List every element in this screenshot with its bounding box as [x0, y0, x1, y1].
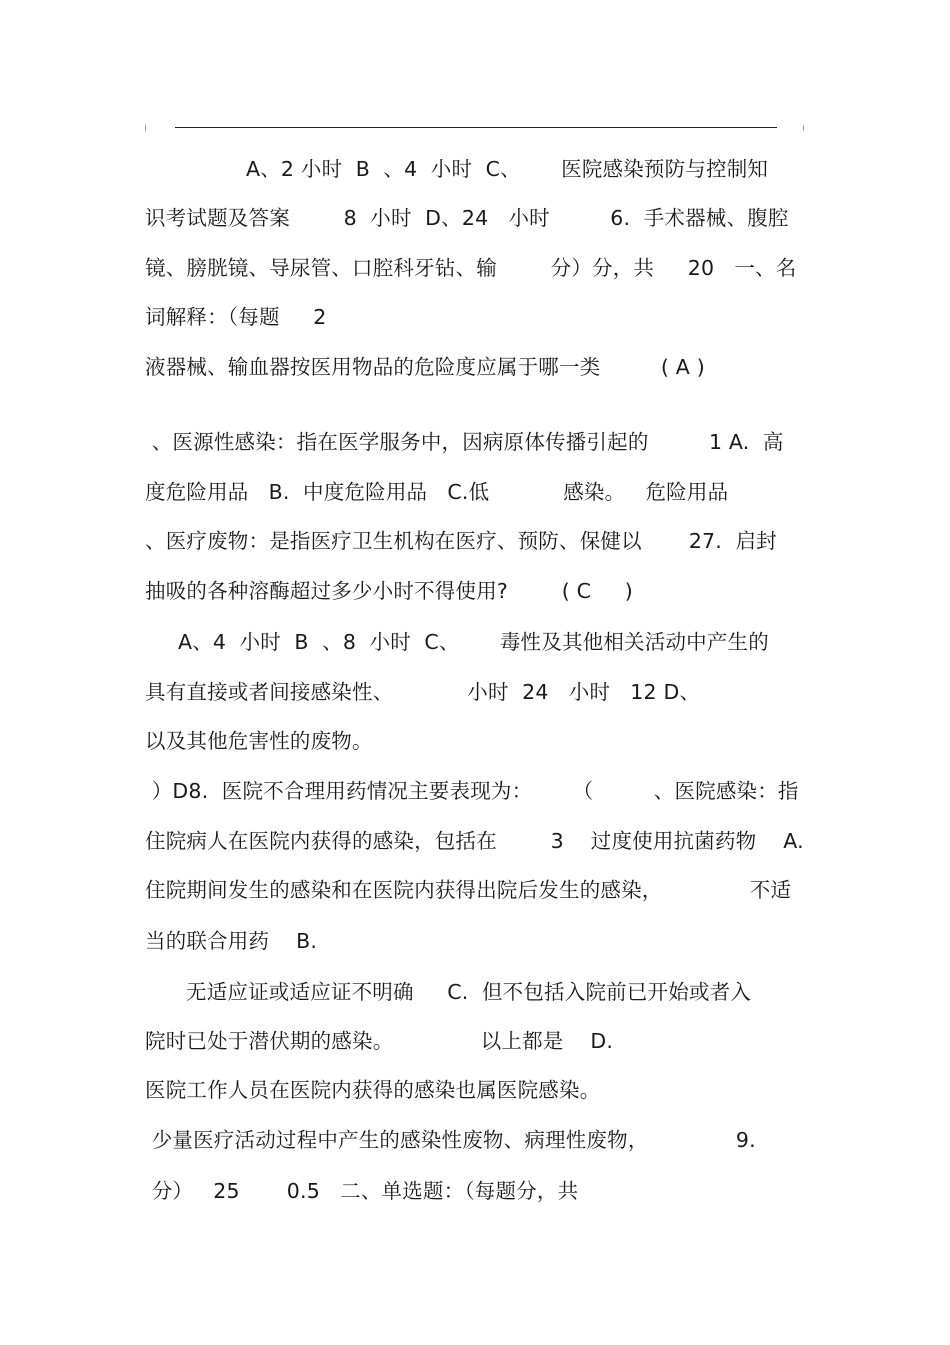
text-line-9: 抽吸的各种溶酶超过多少小时不得使用? ( C ) [145, 579, 633, 603]
text-line-10: A、4 小时 B 、8 小时 C、 毒性及其他相关活动中产生的 [178, 630, 769, 654]
text-line-4: 词解释：（每题 2 [145, 305, 327, 329]
text-line-1: A、2 小时 B 、4 小时 C、 医院感染预防与控制知 [246, 157, 769, 181]
page-corner-mark-right [803, 125, 804, 131]
text-line-13: ）D8. 医院不合理用药情况主要表现为： （ 、医院感染：指 [145, 779, 799, 803]
text-line-12: 以及其他危害性的废物。 [145, 729, 373, 753]
text-line-17: 无适应证或适应证不明确 C. 但不包括入院前已开始或者入 [186, 980, 752, 1004]
page-corner-mark-left [145, 125, 146, 131]
text-line-7: 度危险用品 B. 中度危险用品 C.低 感染。 危险用品 [145, 480, 729, 504]
text-line-11: 具有直接或者间接感染性、 小时 24 小时 12 D、 [145, 680, 701, 704]
text-line-16: 当的联合用药 B. [145, 929, 318, 953]
text-line-19: 医院工作人员在医院内获得的感染也属医院感染。 [145, 1078, 601, 1102]
header-rule [175, 127, 777, 128]
text-line-15: 住院期间发生的感染和在医院内获得出院后发生的感染， 不适 [145, 878, 792, 902]
text-line-3: 镜、膀胱镜、导尿管、口腔科牙钻、输 分）分，共 20 一、名 [145, 256, 797, 280]
text-line-2: 识考试题及答案 8 小时 D、24 小时 6. 手术器械、腹腔 [145, 206, 789, 230]
text-line-20: 少量医疗活动过程中产生的感染性废物、病理性废物， 9. [145, 1128, 756, 1152]
text-line-5: 液器械、输血器按医用物品的危险度应属于哪一类 ( A ) [145, 355, 705, 379]
text-line-21: 分） 25 0.5 二、单选题：（每题分，共 [145, 1179, 579, 1203]
text-line-18: 院时已处于潜伏期的感染。 以上都是 D. [145, 1029, 614, 1053]
text-line-6: 、医源性感染：指在医学服务中，因病原体传播引起的 1 A. 高 [145, 430, 784, 454]
text-line-8: 、医疗废物：是指医疗卫生机构在医疗、预防、保健以 27. 启封 [145, 529, 777, 553]
text-line-14: 住院病人在医院内获得的感染，包括在 3 过度使用抗菌药物 A. [145, 829, 804, 853]
